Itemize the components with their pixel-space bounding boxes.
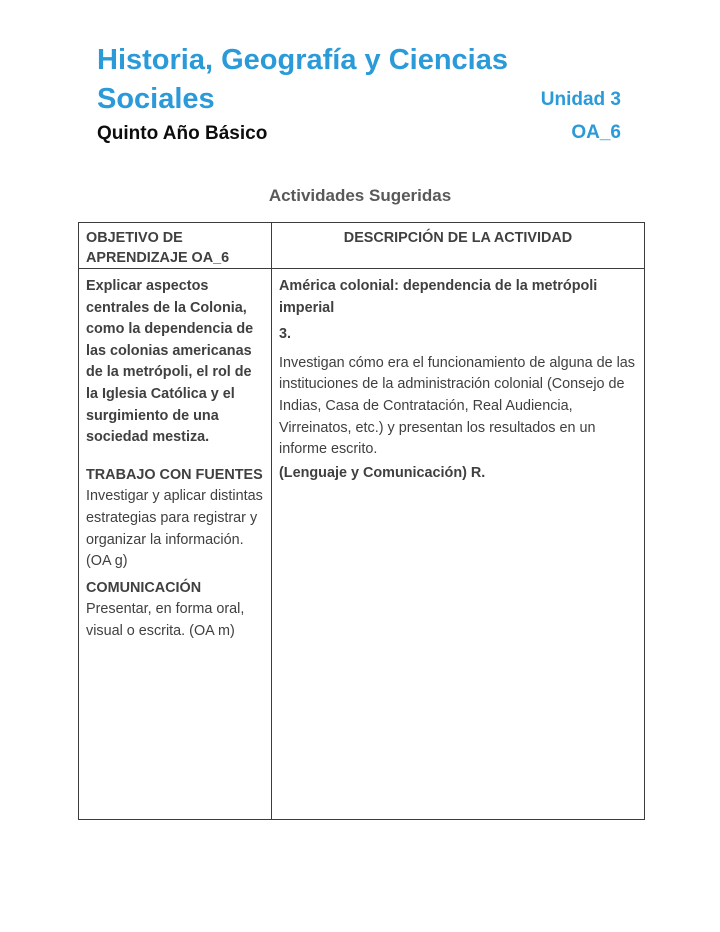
activity-title: América colonial: dependencia de la metrópoli imperial [279, 278, 598, 316]
activity-subject-reference: (Lenguaje y Comunicación) R. [279, 464, 486, 481]
oa-code-label: OA_6 [571, 122, 621, 143]
section-title: Actividades Sugeridas [268, 186, 452, 205]
table-body-row [79, 269, 645, 820]
skill-heading: TRABAJO CON FUENTES [86, 466, 263, 483]
grade-subtitle: Quinto Año Básico [97, 123, 268, 144]
skill-body: Investigar y aplicar distintas estrategias para registrar y organizar la información. (OA g) [86, 488, 263, 570]
skill-section-work-with-sources [86, 465, 264, 573]
activity-description: Investigan cómo era el funcionamiento de alguna de las instituciones de la administración colonial (Consejo de Indias, Casa de Contratación, Real Audiencia, Virreinatos, etc.) y presentan los resultados en un informe escrito. [279, 354, 635, 458]
skill-section-communication [86, 578, 264, 643]
skill-body: Presentar, en forma oral, visual o escrita. (OA m) [86, 601, 245, 639]
unit-label: Unidad 3 [540, 89, 621, 110]
subject-title: Historia, Geografía y Ciencias Sociales [97, 44, 508, 115]
objective-main-text: Explicar aspectos centrales de la Colonia, como la dependencia de las colonias americanas de la metrópoli, el rol de la Iglesia Católica y el surgimiento de una sociedad mestiza. [86, 278, 254, 446]
column-header-description: DESCRIPCIÓN DE LA ACTIVIDAD [272, 223, 645, 269]
activity-cell [272, 269, 645, 820]
document-header [97, 41, 621, 147]
header-right-block [541, 41, 621, 147]
skill-heading: COMUNICACIÓN [86, 579, 202, 596]
activity-number: 3. [279, 326, 292, 343]
header-left-block [97, 41, 537, 147]
activities-table [78, 222, 645, 820]
column-header-objective: OBJETIVO DE APRENDIZAJE OA_6 [79, 223, 272, 269]
table-header-row [79, 223, 645, 269]
objective-cell [79, 269, 272, 820]
